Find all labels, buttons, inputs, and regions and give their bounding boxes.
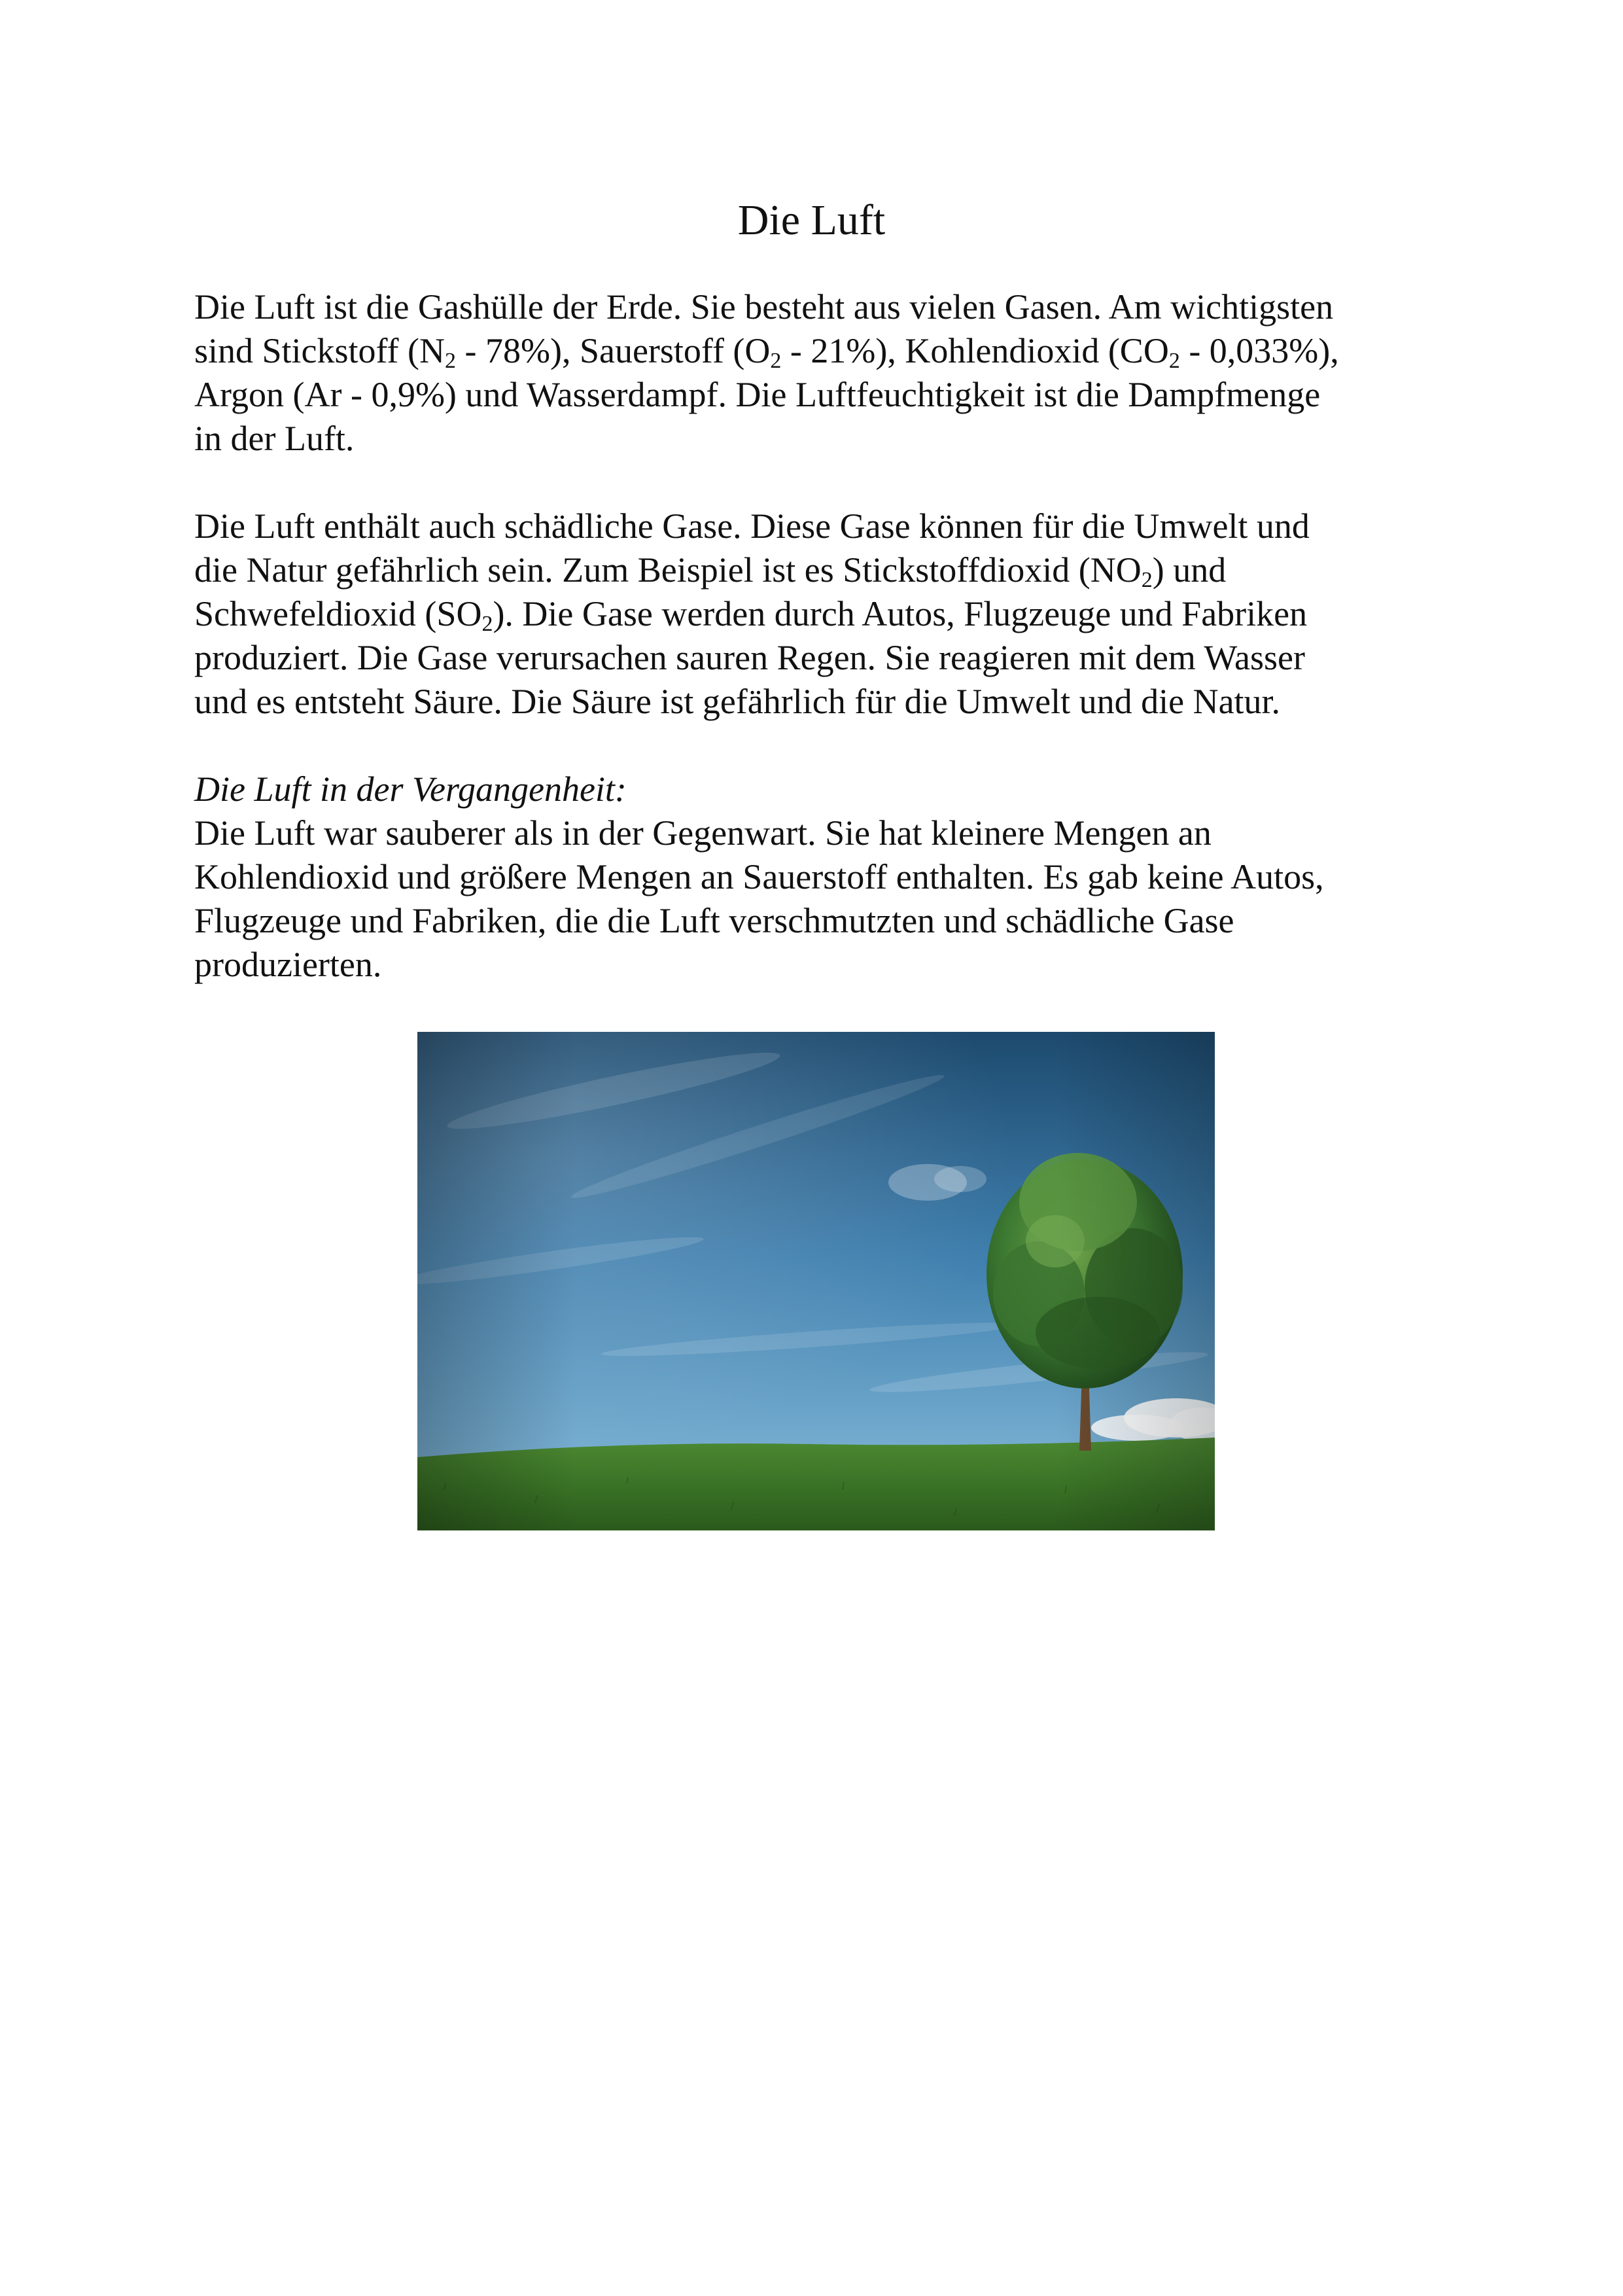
text-line: produziert. Die Gase verursachen sauren Regen. Sie reagieren mit dem Wasser bbox=[194, 638, 1305, 677]
section-heading: Die Luft in der Vergangenheit: bbox=[194, 769, 627, 809]
paragraph-spacer bbox=[194, 724, 1437, 768]
text-segment: - 21%), Kohlendioxid (CO bbox=[781, 331, 1169, 370]
subscript: 2 bbox=[770, 349, 782, 373]
text-line bbox=[194, 329, 1437, 373]
text-line: Die Luft enthält auch schädliche Gase. Diese Gase können für die Umwelt und bbox=[194, 506, 1310, 546]
text-line: Kohlendioxid und größere Mengen an Sauerstoff enthalten. Es gab keine Autos, bbox=[194, 857, 1324, 896]
paragraph-past-air bbox=[194, 811, 1437, 987]
text-segment: - 0,033%), bbox=[1179, 331, 1339, 370]
text-line: Die Luft ist die Gashülle der Erde. Sie besteht aus vielen Gasen. Am wichtigsten bbox=[194, 287, 1334, 327]
subscript: 2 bbox=[445, 349, 457, 373]
paragraph-spacer bbox=[194, 461, 1437, 504]
subscript: 2 bbox=[1141, 568, 1153, 592]
text-segment: - 78%), Sauerstoff (O bbox=[456, 331, 771, 370]
text-line: produzierten. bbox=[194, 945, 382, 984]
text-segment: Schwefeldioxid (SO bbox=[194, 594, 482, 633]
paragraph-harmful-gases bbox=[194, 504, 1437, 724]
subscript: 2 bbox=[481, 612, 493, 636]
text-line bbox=[194, 548, 1437, 592]
text-segment: ). Die Gase werden durch Autos, Flugzeuge und Fabriken bbox=[493, 594, 1308, 633]
document-body bbox=[194, 285, 1437, 987]
paragraph-air-composition bbox=[194, 285, 1437, 461]
text-line bbox=[194, 592, 1437, 636]
text-line: und es entsteht Säure. Die Säure ist gefährlich für die Umwelt und die Natur. bbox=[194, 682, 1281, 721]
tree-meadow-photo bbox=[417, 1032, 1215, 1530]
text-segment: ) und bbox=[1152, 550, 1227, 590]
text-segment: die Natur gefährlich sein. Zum Beispiel ist es Stickstoffdioxid (NO bbox=[194, 550, 1142, 590]
text-segment: sind Stickstoff (N bbox=[194, 331, 445, 370]
text-line: Die Luft war sauberer als in der Gegenwart. Sie hat kleinere Mengen an bbox=[194, 813, 1212, 853]
subscript: 2 bbox=[1168, 349, 1180, 373]
text-line: Argon (Ar - 0,9%) und Wasserdampf. Die Luftfeuchtigkeit ist die Dampfmenge bbox=[194, 375, 1321, 414]
text-line: Flugzeuge und Fabriken, die die Luft verschmutzten und schädliche Gase bbox=[194, 901, 1234, 940]
text-line: in der Luft. bbox=[194, 419, 355, 458]
tree-meadow-illustration bbox=[417, 1032, 1215, 1530]
document-title: Die Luft bbox=[737, 196, 886, 244]
